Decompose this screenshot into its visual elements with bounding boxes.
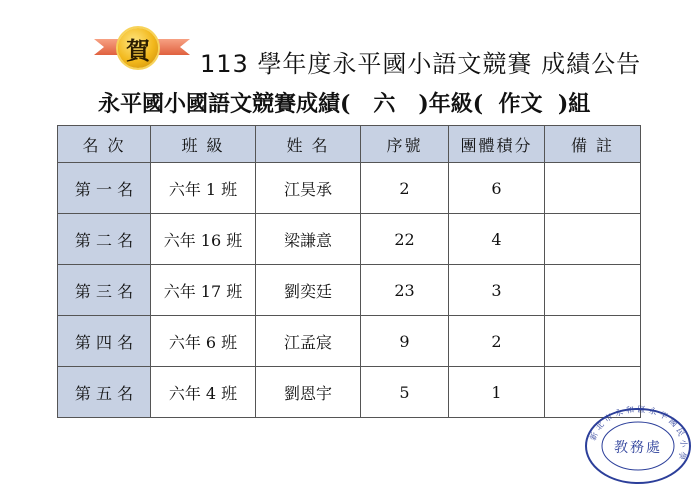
- class-cell: 六年 6 班: [151, 316, 256, 367]
- table-row: [58, 214, 641, 265]
- table-row: [58, 163, 641, 214]
- congratulations-badge: [92, 28, 192, 68]
- table-header-row: [58, 126, 641, 163]
- name-cell: 梁謙意: [256, 214, 361, 265]
- score-cell: 3: [449, 265, 545, 316]
- rank-cell: 第 二 名: [58, 214, 151, 265]
- header-rank: 名 次: [58, 126, 151, 163]
- header-score: 團體積分: [449, 126, 545, 163]
- class-cell: 六年 4 班: [151, 367, 256, 418]
- header-class: 班 級: [151, 126, 256, 163]
- note-cell: [545, 214, 641, 265]
- score-cell: 1: [449, 367, 545, 418]
- header-note: 備 註: [545, 126, 641, 163]
- score-cell: 2: [449, 316, 545, 367]
- results-table: [57, 125, 641, 418]
- name-cell: 江孟宸: [256, 316, 361, 367]
- seq-cell: 22: [361, 214, 449, 265]
- competition-subtitle: 永平國小國語文競賽成績( 六 )年級( 作文 )組: [98, 91, 591, 117]
- name-cell: 劉恩宇: [256, 367, 361, 418]
- stamp-outer-text: 新北市永和區永平國民小學: [588, 404, 689, 464]
- rank-cell: 第 三 名: [58, 265, 151, 316]
- seq-cell: 5: [361, 367, 449, 418]
- academic-affairs-stamp: [583, 404, 693, 484]
- class-cell: 六年 16 班: [151, 214, 256, 265]
- note-cell: [545, 316, 641, 367]
- note-cell: [545, 265, 641, 316]
- rank-cell: 第 五 名: [58, 367, 151, 418]
- note-cell: [545, 163, 641, 214]
- score-cell: 6: [449, 163, 545, 214]
- name-cell: 劉奕廷: [256, 265, 361, 316]
- table-row: [58, 367, 641, 418]
- table-row: [58, 316, 641, 367]
- score-cell: 4: [449, 214, 545, 265]
- name-cell: 江昊承: [256, 163, 361, 214]
- badge-disc: 賀: [118, 28, 158, 68]
- seq-cell: 23: [361, 265, 449, 316]
- class-cell: 六年 17 班: [151, 265, 256, 316]
- table-row: [58, 265, 641, 316]
- header-name: 姓 名: [256, 126, 361, 163]
- seq-cell: 2: [361, 163, 449, 214]
- rank-cell: 第 四 名: [58, 316, 151, 367]
- rank-cell: 第 一 名: [58, 163, 151, 214]
- seq-cell: 9: [361, 316, 449, 367]
- header-seq: 序號: [361, 126, 449, 163]
- class-cell: 六年 1 班: [151, 163, 256, 214]
- stamp-inner-text: 教務處: [614, 440, 662, 456]
- announcement-title: 113 學年度永平國小語文競賽 成績公告: [200, 50, 642, 78]
